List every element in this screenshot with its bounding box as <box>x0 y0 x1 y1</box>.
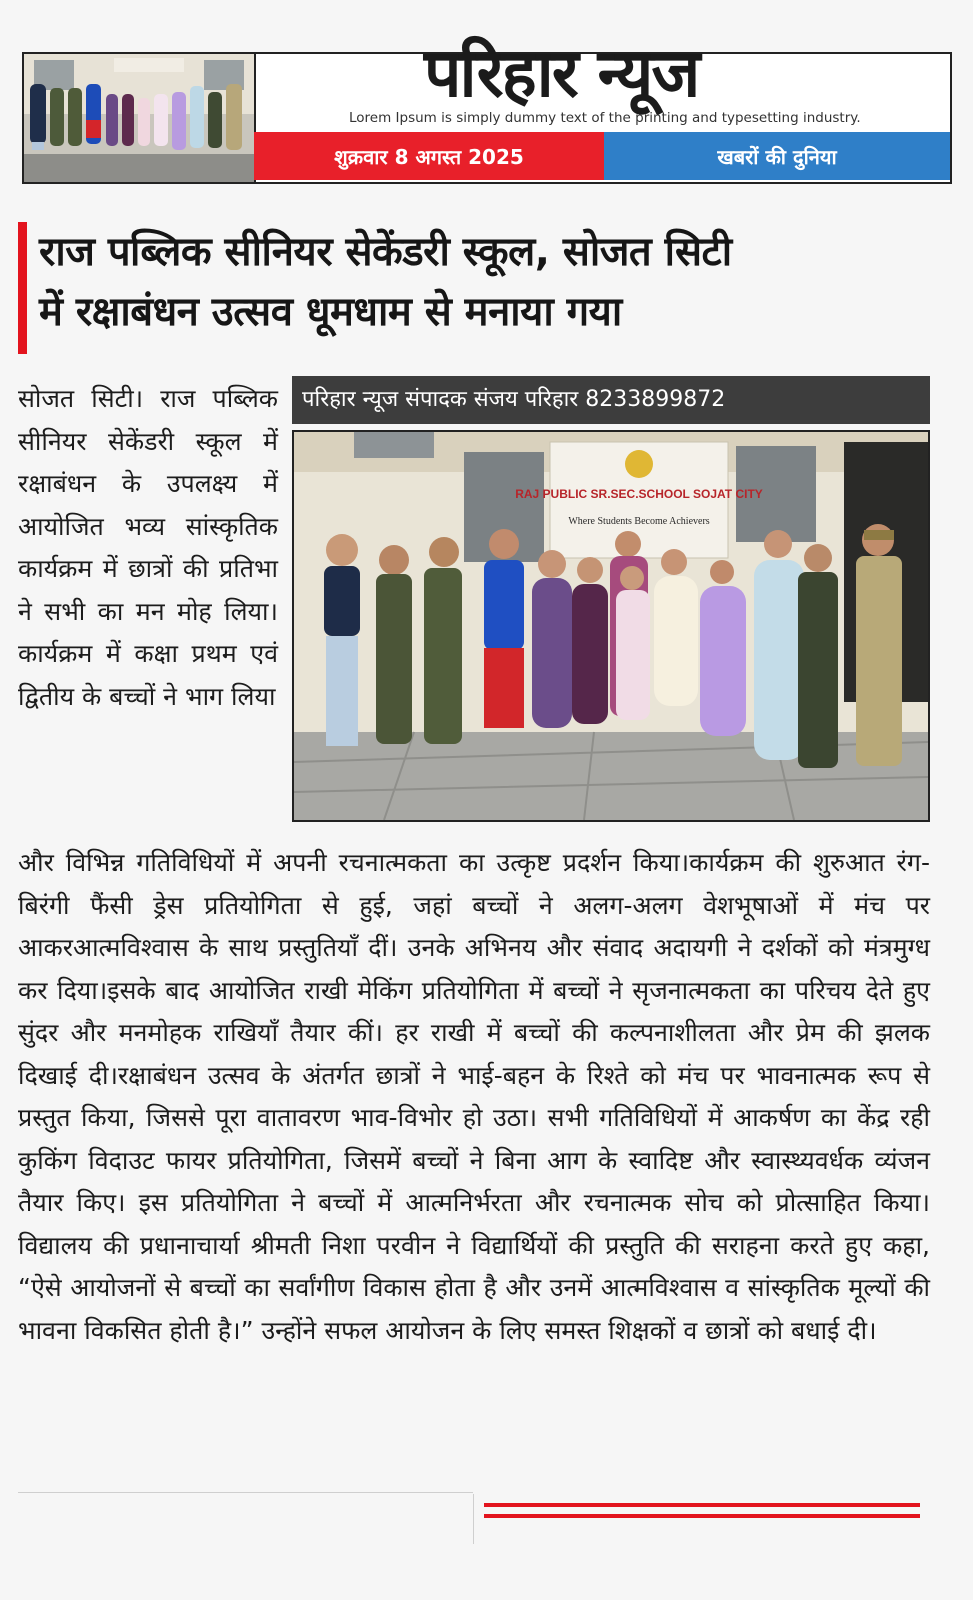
masthead-thumbnail-photo <box>24 54 256 182</box>
article-headline <box>18 222 948 354</box>
newspaper-title: परिहार न्यूज <box>424 34 699 112</box>
footer-red-rule-top <box>484 1503 920 1507</box>
section-bar: खबरों की दुनिया <box>604 132 950 180</box>
headline-line-1: राज पब्लिक सीनियर सेकेंडरी स्कूल, सोजत सिटी <box>39 229 732 275</box>
newspaper-tagline: Lorem Ipsum is simply dummy text of the printing and typesetting industry. <box>349 110 861 126</box>
footer-rule <box>18 1492 473 1493</box>
photo-school-motto: Where Students Become Achievers <box>568 516 710 527</box>
date-bar: शुक्रवार 8 अगस्त 2025 <box>254 132 604 180</box>
photo-school-sign: RAJ PUBLIC SR.SEC.SCHOOL SOJAT CITY <box>515 487 763 501</box>
article-body: और विभिन्न गतिविधियों में अपनी रचनात्मकता का उत्कृष्ट प्रदर्शन किया।कार्यक्रम की शुरुआत रंग-बिरंगी फैंसी ड्रेस प्रतियोगिता से हुई, जहां बच्चों ने अलग-अलग वेशभूषाओं में मंच पर आकरआत्मविश्वास के साथ प्रस्तुतियाँ दीं। उनके अभिनय और संवाद अदायगी ने दर्शकों को मंत्रमुग्ध कर दिया।इसके बाद आयोजित राखी मेकिंग प्रतियोगिता में बच्चों ने सृजनात्मकता का परिचय देते हुए सुंदर और मनमोहक राखियाँ तैयार कीं। हर राखी में बच्चों की कल्पनाशीलता और प्रेम की झलक दिखाई दी।रक्षाबंधन उत्सव के अंतर्गत छात्रों ने भाई-बहन के रिश्ते को मंच पर भावनात्मक रूप से प्रस्तुत किया, जिससे पूरा वातावरण भाव-विभोर हो उठा। सभी गतिविधियों में आकर्षण का केंद्र रही कुकिंग विदाउट फायर प्रतियोगिता, जिसमें बच्चों ने बिना आग के स्वादिष्ट और स्वास्थ्यवर्धक व्यंजन तैयार किए। इस प्रतियोगिता ने बच्चों में आत्मनिर्भरता और रचनात्मक सोच को प्रोत्साहित किया। विद्यालय की प्रधानाचार्या श्रीमती निशा परवीन ने विद्यार्थियों की प्रस्तुति की सराहना करते हुए कहा, “ऐसे आयोजनों से बच्चों का सर्वांगीण विकास होता है और उनमें आत्मविश्वास व सांस्कृतिक मूल्यों की भावना विकसित होती है।” उन्होंने सफल आयोजन के लिए समस्त शिक्षकों व छात्रों को बधाई दी। <box>18 848 930 1345</box>
article-photo-block <box>292 376 930 822</box>
footer-divider <box>473 1494 474 1544</box>
headline-line-2: में रक्षाबंधन उत्सव धूमधाम से मनाया गया <box>39 289 622 335</box>
photo-caption: परिहार न्यूज संपादक संजय परिहार 8233899872 <box>292 376 930 424</box>
footer-red-rule-bottom <box>484 1514 920 1518</box>
article-lead-column: सोजत सिटी। राज पब्लिक सीनियर सेकेंडरी स्कूल में रक्षाबंधन के उपलक्ष्य में आयोजित भव्य सांस्कृतिक कार्यक्रम में छात्रों की प्रतिभा ने सभी का मन मोह लिया। कार्यक्रम में कक्षा प्रथम एवं द्वितीय के बच्चों ने भाग लिया <box>18 384 278 711</box>
masthead <box>22 34 952 184</box>
article-photo <box>292 430 930 822</box>
